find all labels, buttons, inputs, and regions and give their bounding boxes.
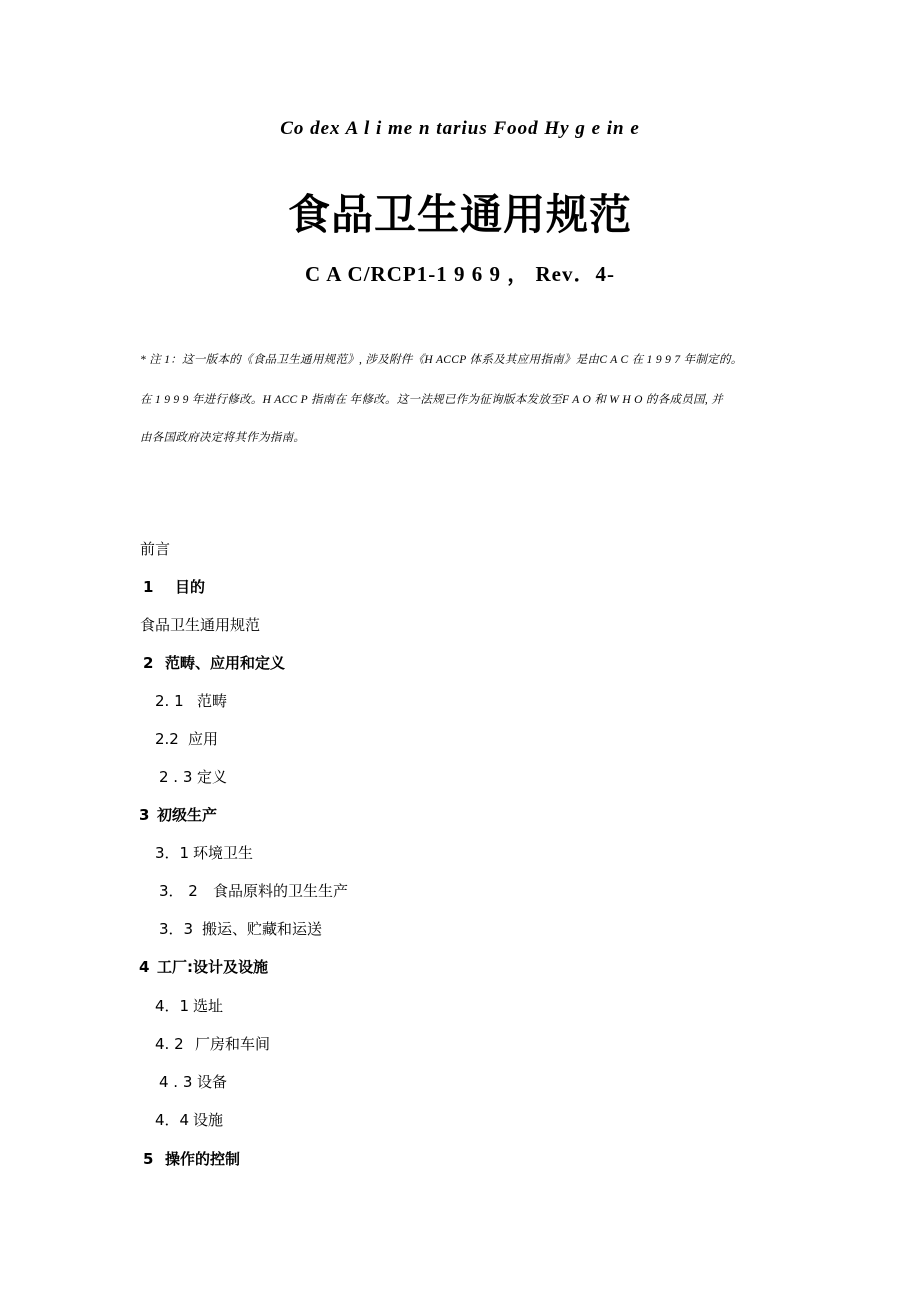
toc-section-1	[143, 577, 205, 597]
toc-number: 3．1	[155, 844, 190, 862]
toc-subsection	[155, 1034, 270, 1054]
toc-number: 4 . 3	[159, 1073, 193, 1091]
toc-number: 3	[139, 806, 150, 824]
toc-text: 定义	[197, 768, 228, 786]
toc-subsection	[159, 881, 348, 901]
toc-text: 设施	[193, 1111, 224, 1129]
toc-preface	[140, 539, 170, 559]
toc-text: 目的	[175, 578, 206, 596]
english-subtitle: Co dex A l i me n tarius Food Hy g e in e	[280, 118, 640, 139]
toc-text: 选址	[193, 997, 224, 1015]
toc-number: 4	[139, 958, 150, 976]
toc-text: 食品卫生通用规范	[140, 616, 261, 634]
toc-text: 搬运、贮藏和运送	[202, 920, 323, 938]
toc-text: 环境卫生	[193, 844, 254, 862]
toc-subsection	[155, 729, 218, 749]
toc-number: 3．3	[159, 920, 194, 938]
toc-subsection	[155, 996, 223, 1016]
toc-text: 设备	[197, 1073, 228, 1091]
toc-number: 4．1	[155, 997, 190, 1015]
toc-subsection	[155, 843, 253, 863]
toc-text: 应用	[188, 730, 219, 748]
toc-number: 4. 2	[155, 1035, 184, 1053]
toc-subsection	[159, 919, 322, 939]
document-title: 食品卫生通用规范	[287, 190, 632, 239]
toc-section-3	[139, 805, 217, 825]
note-line-1: * 注 1：这一版本的《食品卫生通用规范》, 涉及附件《H ACCP 体系及其应用指南》是由C A C 在 1 9 9 7 年制定的。	[140, 354, 743, 366]
toc-subsection	[159, 1072, 227, 1092]
toc-text: 范畴、应用和定义	[165, 654, 286, 672]
toc-text: 初级生产	[157, 806, 218, 824]
toc-text: 食品原料的卫生生产	[213, 882, 349, 900]
note-line-2: 在 1 9 9 9 年进行修改。H ACC P 指南在 年修改。这一法规已作为征询版本发放至F A O 和 W H O 的各成员国, 并	[140, 394, 724, 406]
note-line-3: 由各国政府决定将其作为指南。	[140, 432, 306, 444]
toc-number: 3． 2	[159, 882, 198, 900]
toc-section-2	[143, 653, 285, 673]
toc-number: 2	[143, 654, 154, 672]
toc-text: 工厂:设计及设施	[157, 958, 268, 976]
toc-number: 2 . 3	[159, 768, 193, 786]
toc-section-4	[139, 957, 268, 977]
toc-text: 范畴	[197, 692, 228, 710]
toc-section-5	[143, 1149, 240, 1169]
toc-text: 厂房和车间	[195, 1035, 271, 1053]
document-code: C A C/RCP1-1 9 6 9 ， Rev．4-	[305, 262, 615, 286]
toc-subsection	[155, 1110, 223, 1130]
toc-subsection	[155, 691, 227, 711]
toc-number: 5	[143, 1150, 154, 1168]
toc-number: 1	[143, 578, 154, 596]
toc-text: 前言	[140, 540, 171, 558]
toc-number: 2. 1	[155, 692, 184, 710]
toc-item	[140, 615, 260, 635]
toc-text: 操作的控制	[165, 1150, 241, 1168]
toc-number: 2.2	[155, 730, 179, 748]
toc-subsection	[159, 767, 227, 787]
toc-number: 4．4	[155, 1111, 190, 1129]
